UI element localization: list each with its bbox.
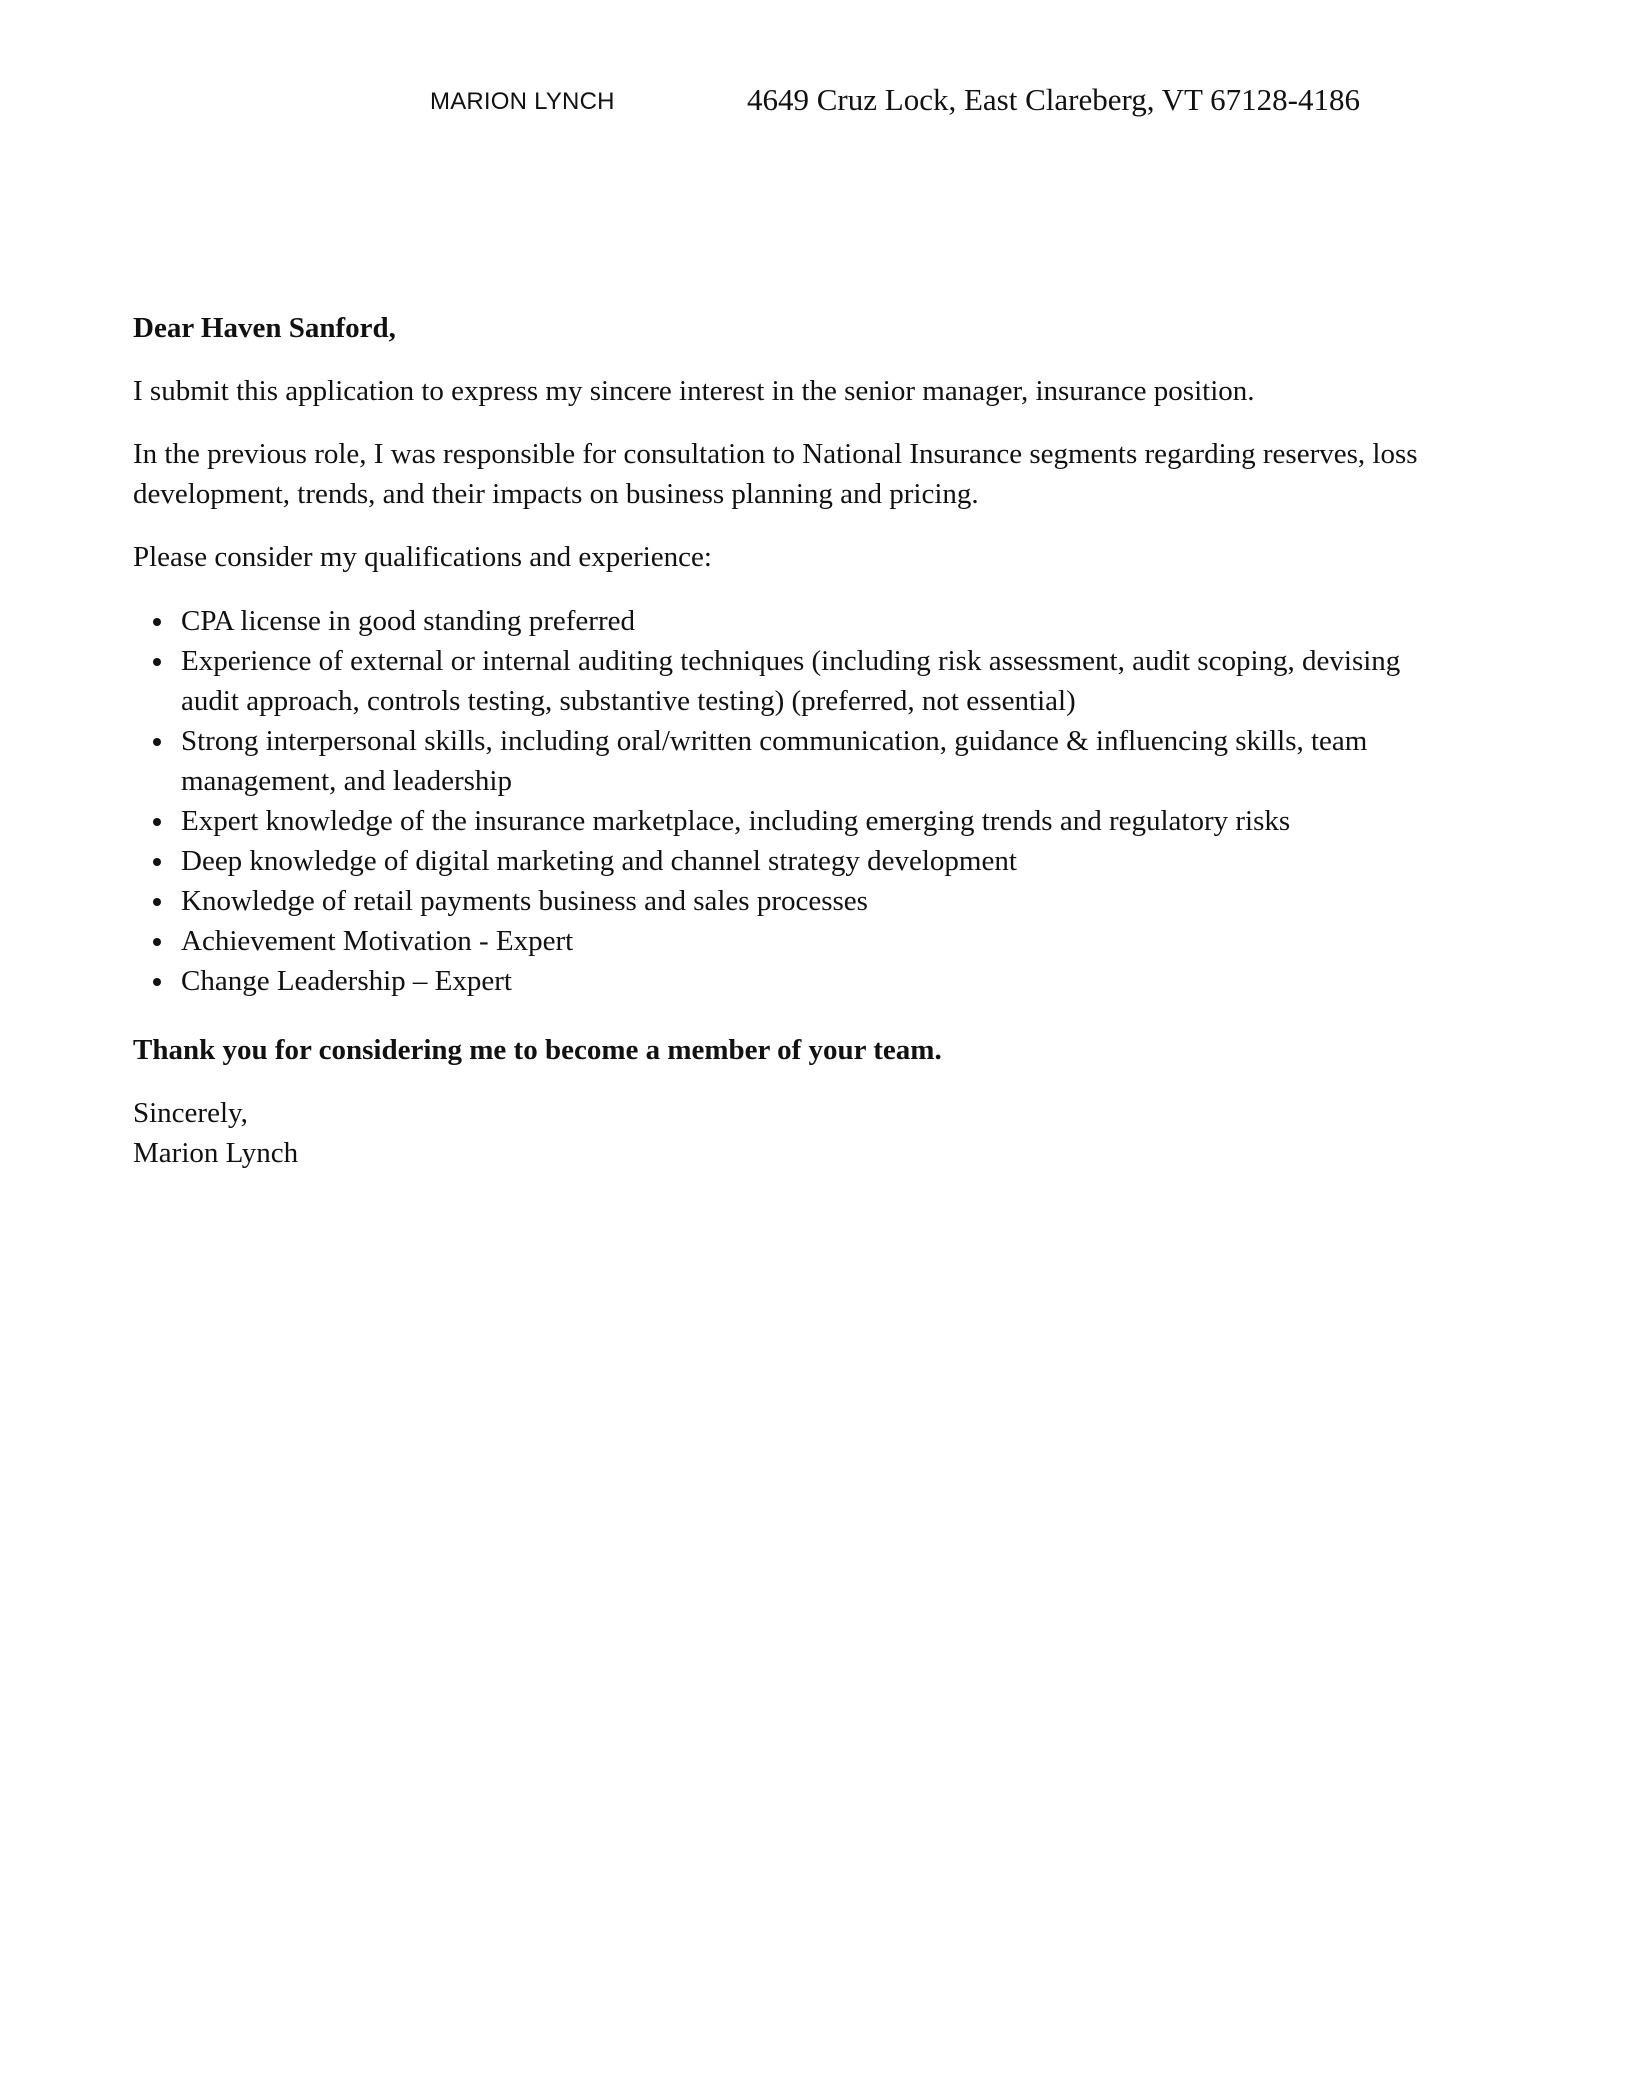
qualification-text: Knowledge of retail payments business and sales processes bbox=[181, 885, 868, 917]
qualification-text: Strong interpersonal skills, including oral/written communication, guidance & influencing skills, team management, and leadership bbox=[181, 725, 1368, 797]
qualification-text: Experience of external or internal auditing techniques (including risk assessment, audit scoping, devising audit approach, controls testing, substantive testing) (preferred, not essential) bbox=[181, 645, 1401, 717]
list-item bbox=[133, 601, 1453, 641]
qualifications-intro: Please consider my qualifications and experience: bbox=[133, 541, 712, 573]
list-item bbox=[133, 801, 1453, 841]
closing-line: Thank you for considering me to become a member of your team. bbox=[133, 1034, 942, 1066]
qualification-text: Achievement Motivation - Expert bbox=[181, 925, 574, 957]
qualification-text: CPA license in good standing preferred bbox=[181, 605, 635, 637]
signature-name: Marion Lynch bbox=[133, 1137, 299, 1169]
list-item bbox=[133, 641, 1453, 721]
letter-body bbox=[133, 308, 1453, 1173]
letter-header bbox=[0, 82, 1632, 122]
list-item bbox=[133, 921, 1453, 961]
list-item bbox=[133, 961, 1453, 1001]
qualification-text: Deep knowledge of digital marketing and channel strategy development bbox=[181, 845, 1017, 877]
bullet-icon bbox=[153, 738, 161, 746]
salutation: Dear Haven Sanford, bbox=[133, 312, 396, 344]
bullet-icon bbox=[153, 938, 161, 946]
signoff: Sincerely, bbox=[133, 1097, 248, 1129]
intro-paragraph: I submit this application to express my sincere interest in the senior manager, insurance position. bbox=[133, 375, 1255, 407]
bullet-icon bbox=[153, 818, 161, 826]
qualifications-list bbox=[133, 601, 1453, 1001]
bullet-icon bbox=[153, 978, 161, 986]
bullet-icon bbox=[153, 858, 161, 866]
list-item bbox=[133, 881, 1453, 921]
bullet-icon bbox=[153, 898, 161, 906]
qualification-text: Change Leadership – Expert bbox=[181, 965, 512, 997]
bullet-icon bbox=[153, 618, 161, 626]
sender-name: MARION LYNCH bbox=[430, 88, 615, 115]
sender-address: 4649 Cruz Lock, East Clareberg, VT 67128-4186 bbox=[747, 82, 1361, 117]
list-item bbox=[133, 841, 1453, 881]
bullet-icon bbox=[153, 658, 161, 666]
list-item bbox=[133, 721, 1453, 801]
qualification-text: Expert knowledge of the insurance marketplace, including emerging trends and regulatory risks bbox=[181, 805, 1291, 837]
previous-role-paragraph: In the previous role, I was responsible for consultation to National Insurance segments regarding reserves, loss development, trends, and their impacts on business planning and pricing. bbox=[133, 438, 1418, 510]
